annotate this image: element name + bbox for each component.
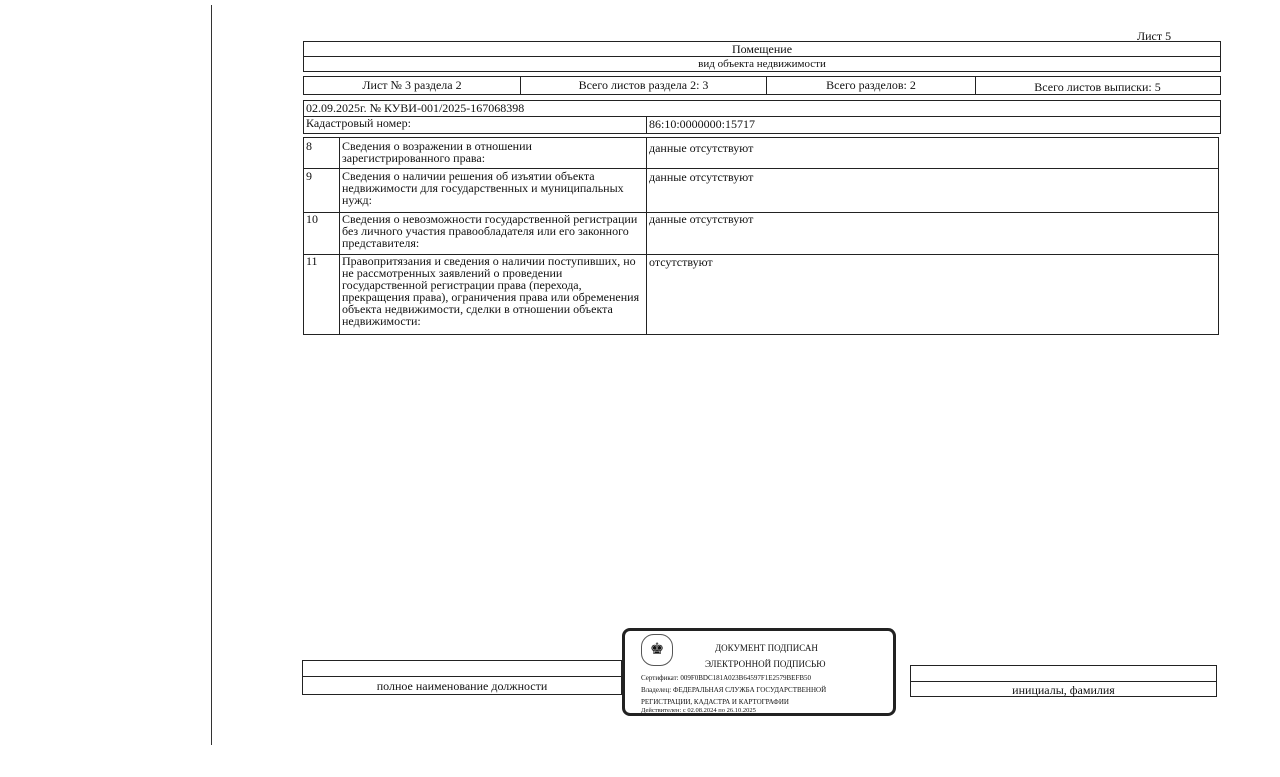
stamp-certificate: Сертификат: 009F0BDC181A023B64597F1E2579BEFB50	[641, 674, 812, 682]
name-box	[910, 665, 1217, 697]
name-label: инициалы, фамилия	[1012, 683, 1115, 697]
stamp-title-2: ЭЛЕКТРОННОЙ ПОДПИСЬЮ	[705, 659, 826, 669]
sheet-label: Лист 5	[1137, 29, 1172, 43]
row-description: Правопритязания и сведения о наличии поступивших, но не рассмотренных заявлений о проведении государственной регистрации права (перехода, прекращения права), ограничения права или обременения объекта недвижимости, сделки в отношении объекта недвижимости:	[342, 254, 640, 328]
object-caption: вид объекта недвижимости	[698, 58, 826, 70]
position-label: полное наименование должности	[376, 679, 548, 693]
object-header	[303, 41, 1221, 72]
row-description: Сведения о наличии решения об изъятии объекта недвижимости для государственных и муниципальных нужд:	[342, 169, 624, 207]
row-value: данные отсутствуют	[649, 141, 754, 155]
object-name: Помещение	[731, 42, 793, 56]
sheet-number: Лист № 3 раздела 2	[304, 77, 521, 94]
page-margin-line	[211, 5, 212, 745]
total-sheets: Всего листов выписки: 5	[1034, 80, 1161, 94]
position-box	[302, 660, 622, 695]
row-description: Сведения о возражении в отношении зарегистрированного права:	[342, 139, 532, 165]
cadastral-value: 86:10:0000000:15717	[649, 117, 756, 131]
electronic-signature-stamp	[622, 628, 896, 716]
row-number: 9	[306, 169, 312, 183]
stamp-validity: Действителен: с 02.08.2024 по 26.10.2025	[641, 707, 756, 714]
row-value: данные отсутствуют	[649, 212, 754, 226]
row-value: отсутствуют	[649, 255, 713, 269]
cadastral-label: Кадастровый номер:	[306, 116, 411, 130]
doc-number: 02.09.2025г. № КУВИ-001/2025-167068398	[306, 101, 525, 115]
info-table	[303, 137, 1219, 335]
row-number: 11	[306, 254, 318, 268]
stamp-owner-1: Владелец: ФЕДЕРАЛЬНАЯ СЛУЖБА ГОСУДАРСТВЕННОЙ	[641, 686, 827, 694]
stamp-owner-2: РЕГИСТРАЦИИ, КАДАСТРА И КАРТОГРАФИИ	[641, 698, 789, 706]
stamp-title-1: ДОКУМЕНТ ПОДПИСАН	[715, 643, 818, 653]
row-number: 10	[306, 212, 318, 226]
row-description: Сведения о невозможности государственной регистрации без личного участия правообладателя или его законного представителя:	[342, 212, 638, 250]
section-sheets: Всего листов раздела 2: 3	[521, 77, 767, 94]
total-sections: Всего разделов: 2	[767, 77, 976, 94]
sheet-info-row	[303, 76, 1221, 95]
row-value: данные отсутствуют	[649, 170, 754, 184]
doc-info	[303, 100, 1221, 134]
row-number: 8	[306, 139, 312, 153]
emblem-icon: ♚	[641, 634, 673, 666]
